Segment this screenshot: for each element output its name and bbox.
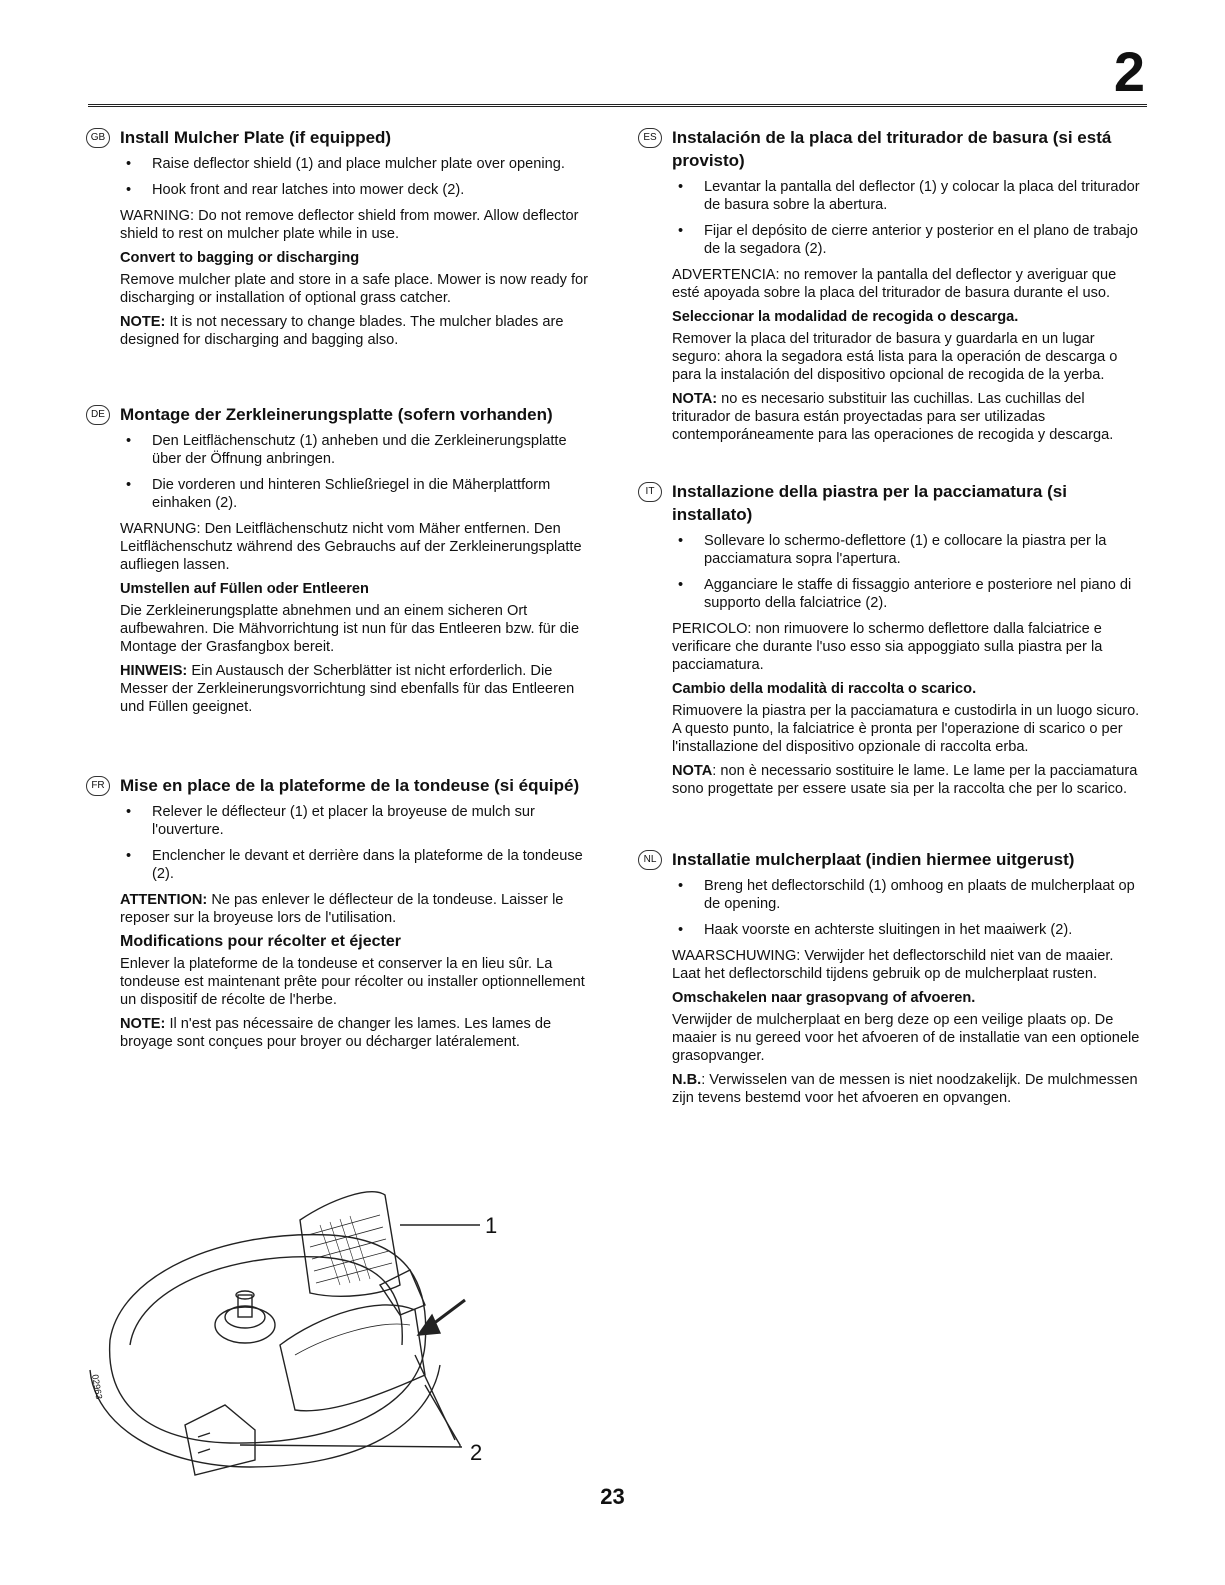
list-item: • Enclencher le devant et derrière dans la plateforme de la tondeuse (2). — [152, 847, 592, 883]
language-badge-es: ES — [638, 128, 662, 148]
list-item: • Die vorderen und hinteren Schließriegel in die Mäherplattform einhaken (2). — [152, 476, 592, 512]
subsection-title: Umstellen auf Füllen oder Entleeren — [120, 581, 369, 597]
warning-text: WARNUNG: Den Leitflächenschutz nicht vom Mäher entfernen. Den Leitflächenschutz während des Gebrauchs auf der Zerkleinerungsplatte aufliegen lassen. — [120, 521, 582, 573]
callout-1-label: 1 — [485, 1213, 498, 1238]
list-item: • Relever le déflecteur (1) et placer la broyeuse de mulch sur l'ouverture. — [152, 803, 592, 839]
subsection-title: Seleccionar la modalidad de recogida o descarga. — [672, 309, 1019, 325]
warning-text: Ne pas enlever le déflecteur de la tondeuse. Laisser le reposer sur la broyeuse lors de l'utilisation. — [120, 892, 564, 926]
paragraph: Remover la placa del triturador de basura y guardarla en un lugar seguro: ahora la segadora está lista para la operación de descarga o para la instalación del dispositivo opcional de recogida de la yerba. — [672, 331, 1118, 383]
subsection-title: Modifications pour récolter et éjecter — [120, 933, 401, 950]
section-fr — [91, 774, 592, 1051]
list-item: • Haak voorste en achterste sluitingen in het maaiwerk (2). — [704, 921, 1144, 939]
warning-text: WARNING: Do not remove deflector shield from mower. Allow deflector shield to rest on mulcher plate while in use. — [120, 208, 579, 242]
note-text: Ein Austausch der Scherblätter ist nicht erforderlich. Die Messer der Zerkleinerungsvorrichtung sind ebenfalls für das Entleeren und Füllen geeignet. — [120, 663, 575, 715]
page-number: 23 — [600, 1484, 625, 1509]
mulcher-plate-illustration — [80, 1175, 540, 1495]
left-column — [90, 126, 592, 1057]
chapter-number: 2 — [1113, 40, 1145, 103]
section-title: Instalación de la placa del triturador de basura (si está provisto) — [672, 128, 1112, 170]
list-item: • Hook front and rear latches into mower deck (2). — [152, 181, 592, 199]
section-es — [643, 126, 1144, 444]
note-label: NOTE: — [120, 1016, 166, 1032]
bullet-list — [120, 432, 592, 512]
list-item: • Levantar la pantalla del deflector (1) y colocar la placa del triturador de basura sobre la abertura. — [704, 178, 1144, 214]
list-item: • Raise deflector shield (1) and place mulcher plate over opening. — [152, 155, 592, 173]
section-title: Installazione della piastra per la pacciamatura (si installato) — [672, 482, 1067, 524]
bullet-list — [672, 532, 1144, 612]
note-text: no es necesario substituir las cuchillas. Las cuchillas del triturador de basura están proyectadas para ser utilizadas contemporáneamente para las operaciones de recogida y descarga. — [672, 391, 1114, 443]
paragraph: Enlever la plateforme de la tondeuse et conserver la en lieu sûr. La tondeuse est maintenant prête pour récolter ou installer optionnellement un dispositif de récolte de l'herbe. — [120, 956, 585, 1008]
paragraph: Verwijder de mulcherplaat en berg deze op een veilige plaats op. De maaier is nu gereed voor het afvoeren of de installatie van een optionele grasopvanger. — [672, 1012, 1140, 1064]
header-rule — [88, 104, 1147, 107]
section-gb — [90, 126, 592, 349]
paragraph: Remove mulcher plate and store in a safe place. Mower is now ready for discharging or installation of optional grass catcher. — [120, 272, 589, 306]
note-label: NOTA: — [672, 391, 718, 407]
figure-code: 02963 — [90, 1373, 105, 1400]
bullet-list — [672, 178, 1144, 258]
section-title: Installatie mulcherplaat (indien hiermee uitgerust) — [672, 850, 1075, 869]
section-nl — [643, 848, 1144, 1107]
subsection-title: Cambio della modalità di raccolta o scarico. — [672, 681, 977, 697]
bullet-list — [120, 803, 592, 883]
warning-text: PERICOLO: non rimuovere lo schermo deflettore dalla falciatrice e verificare che durante l'uso esso sia appoggiato sulla piastra per la pacciamatura. — [672, 621, 1103, 673]
language-badge-it: IT — [638, 482, 662, 502]
note-text: Il n'est pas nécessaire de changer les lames. Les lames de broyage sont conçues pour broyer ou décharger latéralement. — [120, 1016, 552, 1050]
warning-text: WAARSCHUWING: Verwijder het deflectorschild niet van de maaier. Laat het deflectorschild tijdens gebruik op de mulcherplaat rusten. — [672, 948, 1114, 982]
list-item: • Breng het deflectorschild (1) omhoog en plaats de mulcherplaat op de opening. — [704, 877, 1144, 913]
warning-label: ATTENTION: — [120, 892, 208, 908]
subsection-title: Omschakelen naar grasopvang of afvoeren. — [672, 990, 976, 1006]
language-badge-nl: NL — [638, 850, 662, 870]
callout-2-label: 2 — [470, 1440, 483, 1465]
note-label: N.B. — [672, 1072, 702, 1088]
note — [120, 662, 592, 716]
bullet-list — [120, 155, 592, 199]
note-text: : non è necessario sostituire le lame. Le lame per la pacciamatura sono progettate per essere usate sia per la raccolta che per lo scarico. — [672, 763, 1138, 797]
list-item: • Sollevare lo schermo-deflettore (1) e collocare la piastra per la pacciamatura sopra l'apertura. — [704, 532, 1144, 568]
subsection-title: Convert to bagging or discharging — [120, 250, 360, 266]
paragraph: Die Zerkleinerungsplatte abnehmen und an einem sicheren Ort aufbewahren. Die Mähvorrichtung ist nun für das Entleeren bzw. für die Montage der Grasfangbox bereit. — [120, 603, 580, 655]
note-label: NOTA — [672, 763, 713, 779]
note — [672, 1071, 1144, 1107]
warning — [120, 891, 592, 927]
note-label: HINWEIS: — [120, 663, 188, 679]
list-item: • Fijar el depósito de cierre anterior y posterior en el plano de trabajo de la segadora (2). — [704, 222, 1144, 258]
paragraph: Rimuovere la piastra per la pacciamatura e custodirla in un luogo sicuro. A questo punto, la falciatrice è pronta per l'operazione di scarico o per l'installazione del dispositivo opzionale di raccolta erba. — [672, 703, 1140, 755]
section-title: Montage der Zerkleinerungsplatte (sofern vorhanden) — [120, 405, 553, 424]
section-title: Install Mulcher Plate (if equipped) — [120, 128, 392, 147]
language-badge-de: DE — [86, 405, 110, 425]
section-de — [91, 403, 592, 716]
language-badge-gb: GB — [86, 128, 110, 148]
note — [120, 1015, 592, 1051]
right-column — [643, 126, 1144, 1113]
note-label: NOTE: — [120, 314, 166, 330]
list-item: • Agganciare le staffe di fissaggio anteriore e posteriore nel piano di supporto della falciatrice (2). — [704, 576, 1144, 612]
note — [672, 390, 1144, 444]
note — [120, 313, 592, 349]
language-badge-fr: FR — [86, 776, 110, 796]
section-it — [645, 480, 1144, 798]
note — [672, 762, 1144, 798]
warning-text: ADVERTENCIA: no remover la pantalla del deflector y averiguar que esté apoyada sobre la placa del triturador de basura durante el uso. — [672, 267, 1117, 301]
list-item: • Den Leitflächenschutz (1) anheben und die Zerkleinerungsplatte über der Öffnung anbringen. — [152, 432, 592, 468]
note-text: It is not necessary to change blades. The mulcher blades are designed for discharging and bagging also. — [120, 314, 564, 348]
section-title: Mise en place de la plateforme de la tondeuse (si équipé) — [120, 776, 580, 795]
bullet-list — [672, 877, 1144, 939]
note-text: : Verwisselen van de messen is niet noodzakelijk. De mulchmessen zijn tevens bestemd voor het afvoeren en opvangen. — [672, 1072, 1138, 1106]
